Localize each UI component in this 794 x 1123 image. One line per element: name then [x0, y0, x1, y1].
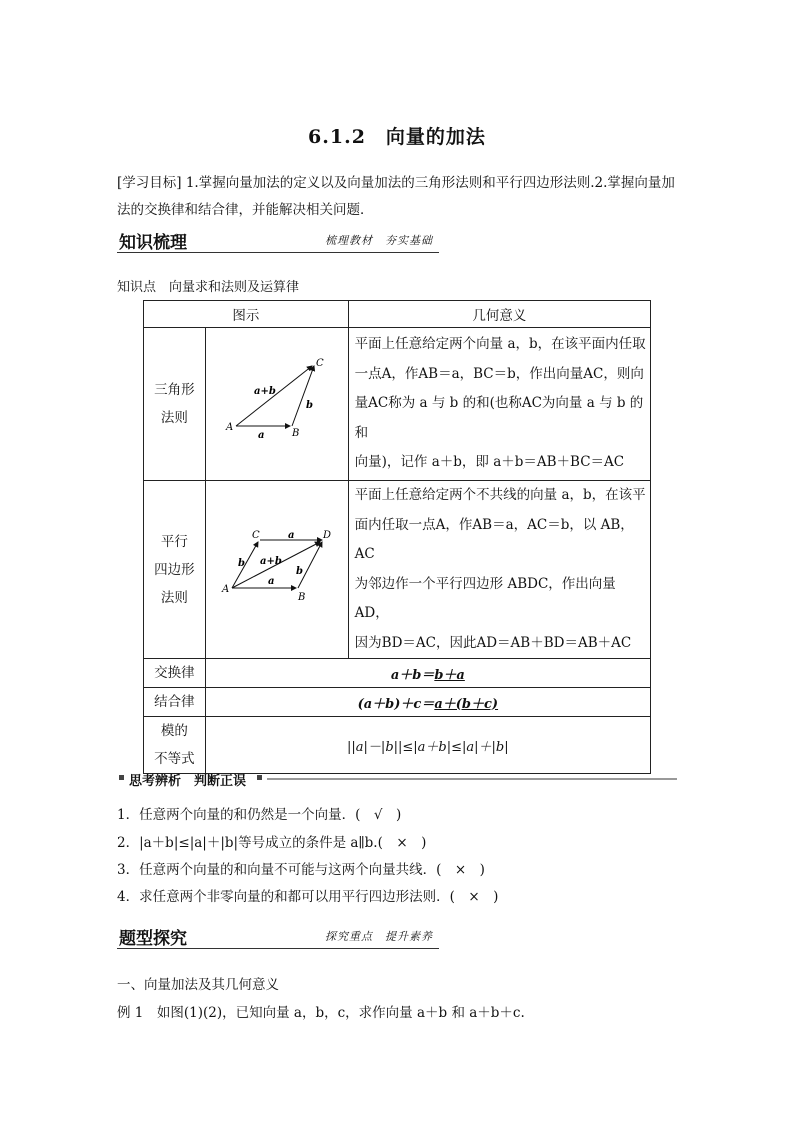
triangle-diagram — [206, 328, 348, 476]
vector-sum-label: a+b — [253, 386, 276, 397]
heading-vector-addition: 一、向量加法及其几何意义 — [117, 977, 279, 993]
section-title: 知识梳理 — [119, 233, 187, 253]
knowledge-point-heading: 知识点 向量求和法则及运算律 — [117, 280, 300, 295]
bullet-square — [257, 775, 262, 780]
learning-goals — [117, 170, 685, 224]
triangle-meaning: 平面上任意给定两个向量 a，b，在该平面内任取 一点A，作AB＝a，BC＝b，作出向量AC，则向 量AC称为 a 与 b 的和(也称AC为向量 a 与 b 的和 向量)，记作 a＋b，即 a＋b＝AB＋BC＝AC — [348, 328, 650, 481]
triangle-figure — [205, 328, 348, 481]
point-d-label: D — [322, 529, 331, 541]
goals-tag: [学习目标] — [117, 175, 182, 191]
rules-table — [143, 300, 651, 774]
header-figure: 图示 — [144, 301, 349, 328]
judgment-item: 1．任意两个向量的和仍然是一个向量．( √ ) — [117, 807, 402, 823]
section-divider — [117, 948, 439, 949]
norm-inequality-formula: ||a|－|b||≤|a＋b|≤|a|＋|b| — [205, 717, 650, 774]
bullet-square — [119, 775, 124, 780]
example-1: 例 1 如图(1)(2)，已知向量 a，b，c，求作向量 a＋b 和 a＋b＋c. — [117, 1005, 525, 1021]
commutative-law-formula: a＋b＝b＋a — [205, 659, 650, 688]
thinking-header — [117, 770, 677, 788]
page-title: 6.1.2 向量的加法 — [308, 126, 486, 148]
parallelogram-rule-name: 平行 四边形 法则 — [144, 481, 206, 659]
vector-a-label: a — [257, 430, 265, 441]
point-a-label: A — [221, 583, 229, 595]
vector-b-label: b — [305, 400, 313, 411]
point-c-label: C — [251, 529, 260, 541]
thinking-rule — [267, 778, 677, 780]
vector-sum-label: a+b — [259, 555, 282, 567]
section-header-knowledge — [117, 228, 447, 258]
point-c-label: C — [315, 358, 324, 369]
section-header-types — [117, 924, 447, 954]
judgment-item: 4．求任意两个非零向量的和都可以用平行四边形法则．( × ) — [117, 889, 499, 905]
point-a-label: A — [225, 422, 233, 433]
thinking-label: 思考辨析 判断正误 — [129, 774, 247, 789]
associative-law-name: 结合律 — [144, 688, 206, 717]
commutative-law-name: 交换律 — [144, 659, 206, 688]
judgment-item: 3．任意两个向量的和向量不可能与这两个向量共线．( × ) — [117, 862, 485, 878]
goals-text: 1.掌握向量加法的定义以及向量加法的三角形法则和平行四边形法则.2.掌握向量加法的交换律和结合律，并能解决相关问题． — [117, 175, 675, 218]
section-title: 题型探究 — [119, 929, 187, 949]
section-subtitle: 梳理教材 夯实基础 — [325, 234, 433, 247]
section-subtitle: 探究重点 提升素养 — [325, 930, 433, 943]
vector-b-right-label: b — [295, 565, 303, 577]
vector-b-left-label: b — [237, 557, 245, 569]
judgment-item: 2．|a＋b|≤|a|＋|b|等号成立的条件是 a∥b.( × ) — [117, 835, 427, 851]
parallelogram-meaning: 平面上任意给定两个不共线的向量 a，b，在该平 面内任取一点A，作AB＝a，AC＝b，以 AB，AC 为邻边作一个平行四边形 ABDC，作出向量AD， 因为BD＝AC，因此AD＝AB＋BD＝AB＋AC — [348, 481, 650, 659]
triangle-rule-name: 三角形 法则 — [144, 328, 206, 481]
parallelogram-figure — [205, 481, 348, 659]
vector-a-top-label: a — [287, 529, 295, 541]
section-divider — [117, 252, 439, 253]
point-b-label: B — [291, 428, 300, 439]
point-b-label: B — [297, 591, 306, 603]
parallelogram-diagram — [206, 494, 348, 642]
norm-inequality-name: 模的 不等式 — [144, 717, 206, 774]
vector-a-bottom-label: a — [267, 575, 275, 587]
associative-law-formula: (a＋b)＋c＝a＋(b＋c) — [205, 688, 650, 717]
header-meaning: 几何意义 — [348, 301, 650, 328]
